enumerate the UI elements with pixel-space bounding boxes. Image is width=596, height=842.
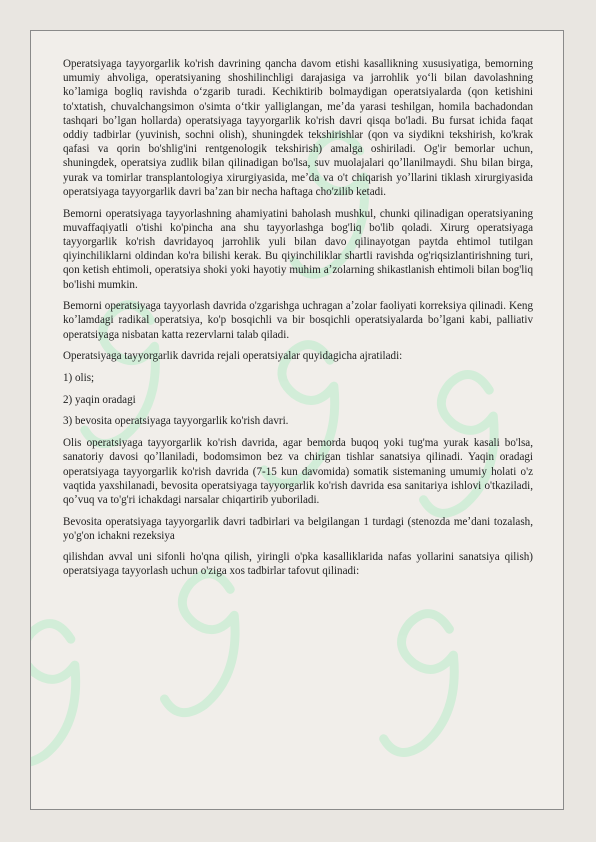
paragraph-1: Operatsiyaga tayyorgarlik ko'rish davrining qancha davom etishi kasallikning xususiyatiga, bemorning umumiy ahvoliga, operatsiyaning shoshilinchligi darajasiga va jarrohlik yoʻli bilan davolashning koʼlamiga bogliq ravishda oʻzgarib turadi. Kechiktirib bolmaydigan operatsiyalarda (qon ketishini to'xtatish, chuvalchangsimon o'simta oʻtkir yalliglangan, meʼda yarasi teshilgan, homila bachadondan tashqari boʼlgan hollarda) operatsiyaga tayyorgarlik ko'rish davri qisqa bo'ladi. Bu fursat ichida faqat oddiy tadbirlar (yuvinish, sochni olish), shuningdek tekshirishlar (qon va siydikni tekshirish, ko'krak qafasi va qorin bo'shlig'ini rentgenologik tekshirish) amalga oshiriladi. Og'ir bemorlar uchun, shuningdek, operatsiya zudlik bilan qilinadigan bo'lsa, suv muolajalari qoʼllanilmaydi. Shu bilan birga, yurak va tomirlar transplantologiya xirurgiyasida, meʼda va o't chiqarish yoʼllarini tiklash xirurgiyasida operatsiyaga tayyorgarlik davri baʼzan bir necha haftaga cho'zilib ketadi. [63, 58, 533, 198]
list-item-1: 1) olis; [63, 372, 95, 385]
paragraph-2: Bemorni operatsiyaga tayyorlashning ahamiyatini baholash mushkul, chunki qilinadigan operatsiyaning muvaffaqiyatli o'tishi ko'pincha ana shu tayyorlashga bog'liq bo'lib qoladi. Xirurg operatsiyaga tayyorgarlik ko'rish davridayoq jarrohlik yuli bilan davo qilinayotgan paytda ehtimol tutilgan qiyinchiliklarni oldindan ko'ra bilishi kerak. Bu qiyinchiliklar shartli ravishda og'riqsizlantirishning turi, qon ketish ehtimoli, operatsiya shoki yoki hayotiy muhim aʼzolarning shikastlanish ehtimoli bilan bog'liq bo'lishi mumkin. [63, 207, 533, 291]
paragraph-4: Operatsiyaga tayyorgarlik davrida rejali operatsiyalar quyidagicha ajratiladi: [63, 350, 403, 363]
paragraph-6: Bevosita operatsiyaga tayyorgarlik davri tadbirlari va belgilangan 1 turdagi (stenozda meʼdani tozalash, yo'g'on ichakni rezeksiya [63, 515, 533, 542]
paragraph-3: Bemorni operatsiyaga tayyorlash davrida o'zgarishga uchragan aʼzolar faoliyati korreksiya qilinadi. Keng koʼlamdagi radikal operatsiya, ko'p bosqichli va bir bosqichli operatsiyalarda boʼlgani kabi, palliativ operatsiyaga nisbatan katta rezervlarni talab qiladi. [63, 300, 533, 341]
paragraph-5: Olis operatsiyaga tayyorgarlik ko'rish davrida, agar bemorda buqoq yoki tug'ma yurak kasali bo'lsa, sanatoriy davosi qoʼllaniladi, bodomsimon bez va chirigan tishlar sanatsiya qilinadi. Yaqin oradagi operatsiyaga tayyorgarlik ko'rish davrida (7-15 kun davomida) somatik sistemaning umumiy holati o'z vaqtida yaxshilanadi, bevosita operatsiyaga tayyorgarlik ko'rish davrida esa sanitariya ishlovi o'tkaziladi, qoʼvuq va to'g'ri ichakdagi narsalar chiqartirib yuboriladi. [63, 437, 533, 506]
document-body [63, 57, 533, 586]
paragraph-7: qilishdan avval uni sifonli ho'qna qilish, yiringli o'pka kasalliklarida nafas yollarini sanatsiya qilish) operatsiyaga tayyorlash uchun o'ziga xos tadbirlar tafovut qilinadi: [63, 550, 533, 577]
list-item-3: 3) bevosita operatsiyaga tayyorgarlik ko'rish davri. [63, 415, 289, 428]
document-page [30, 30, 564, 810]
list-item-2: 2) yaqin oradagi [63, 393, 136, 406]
